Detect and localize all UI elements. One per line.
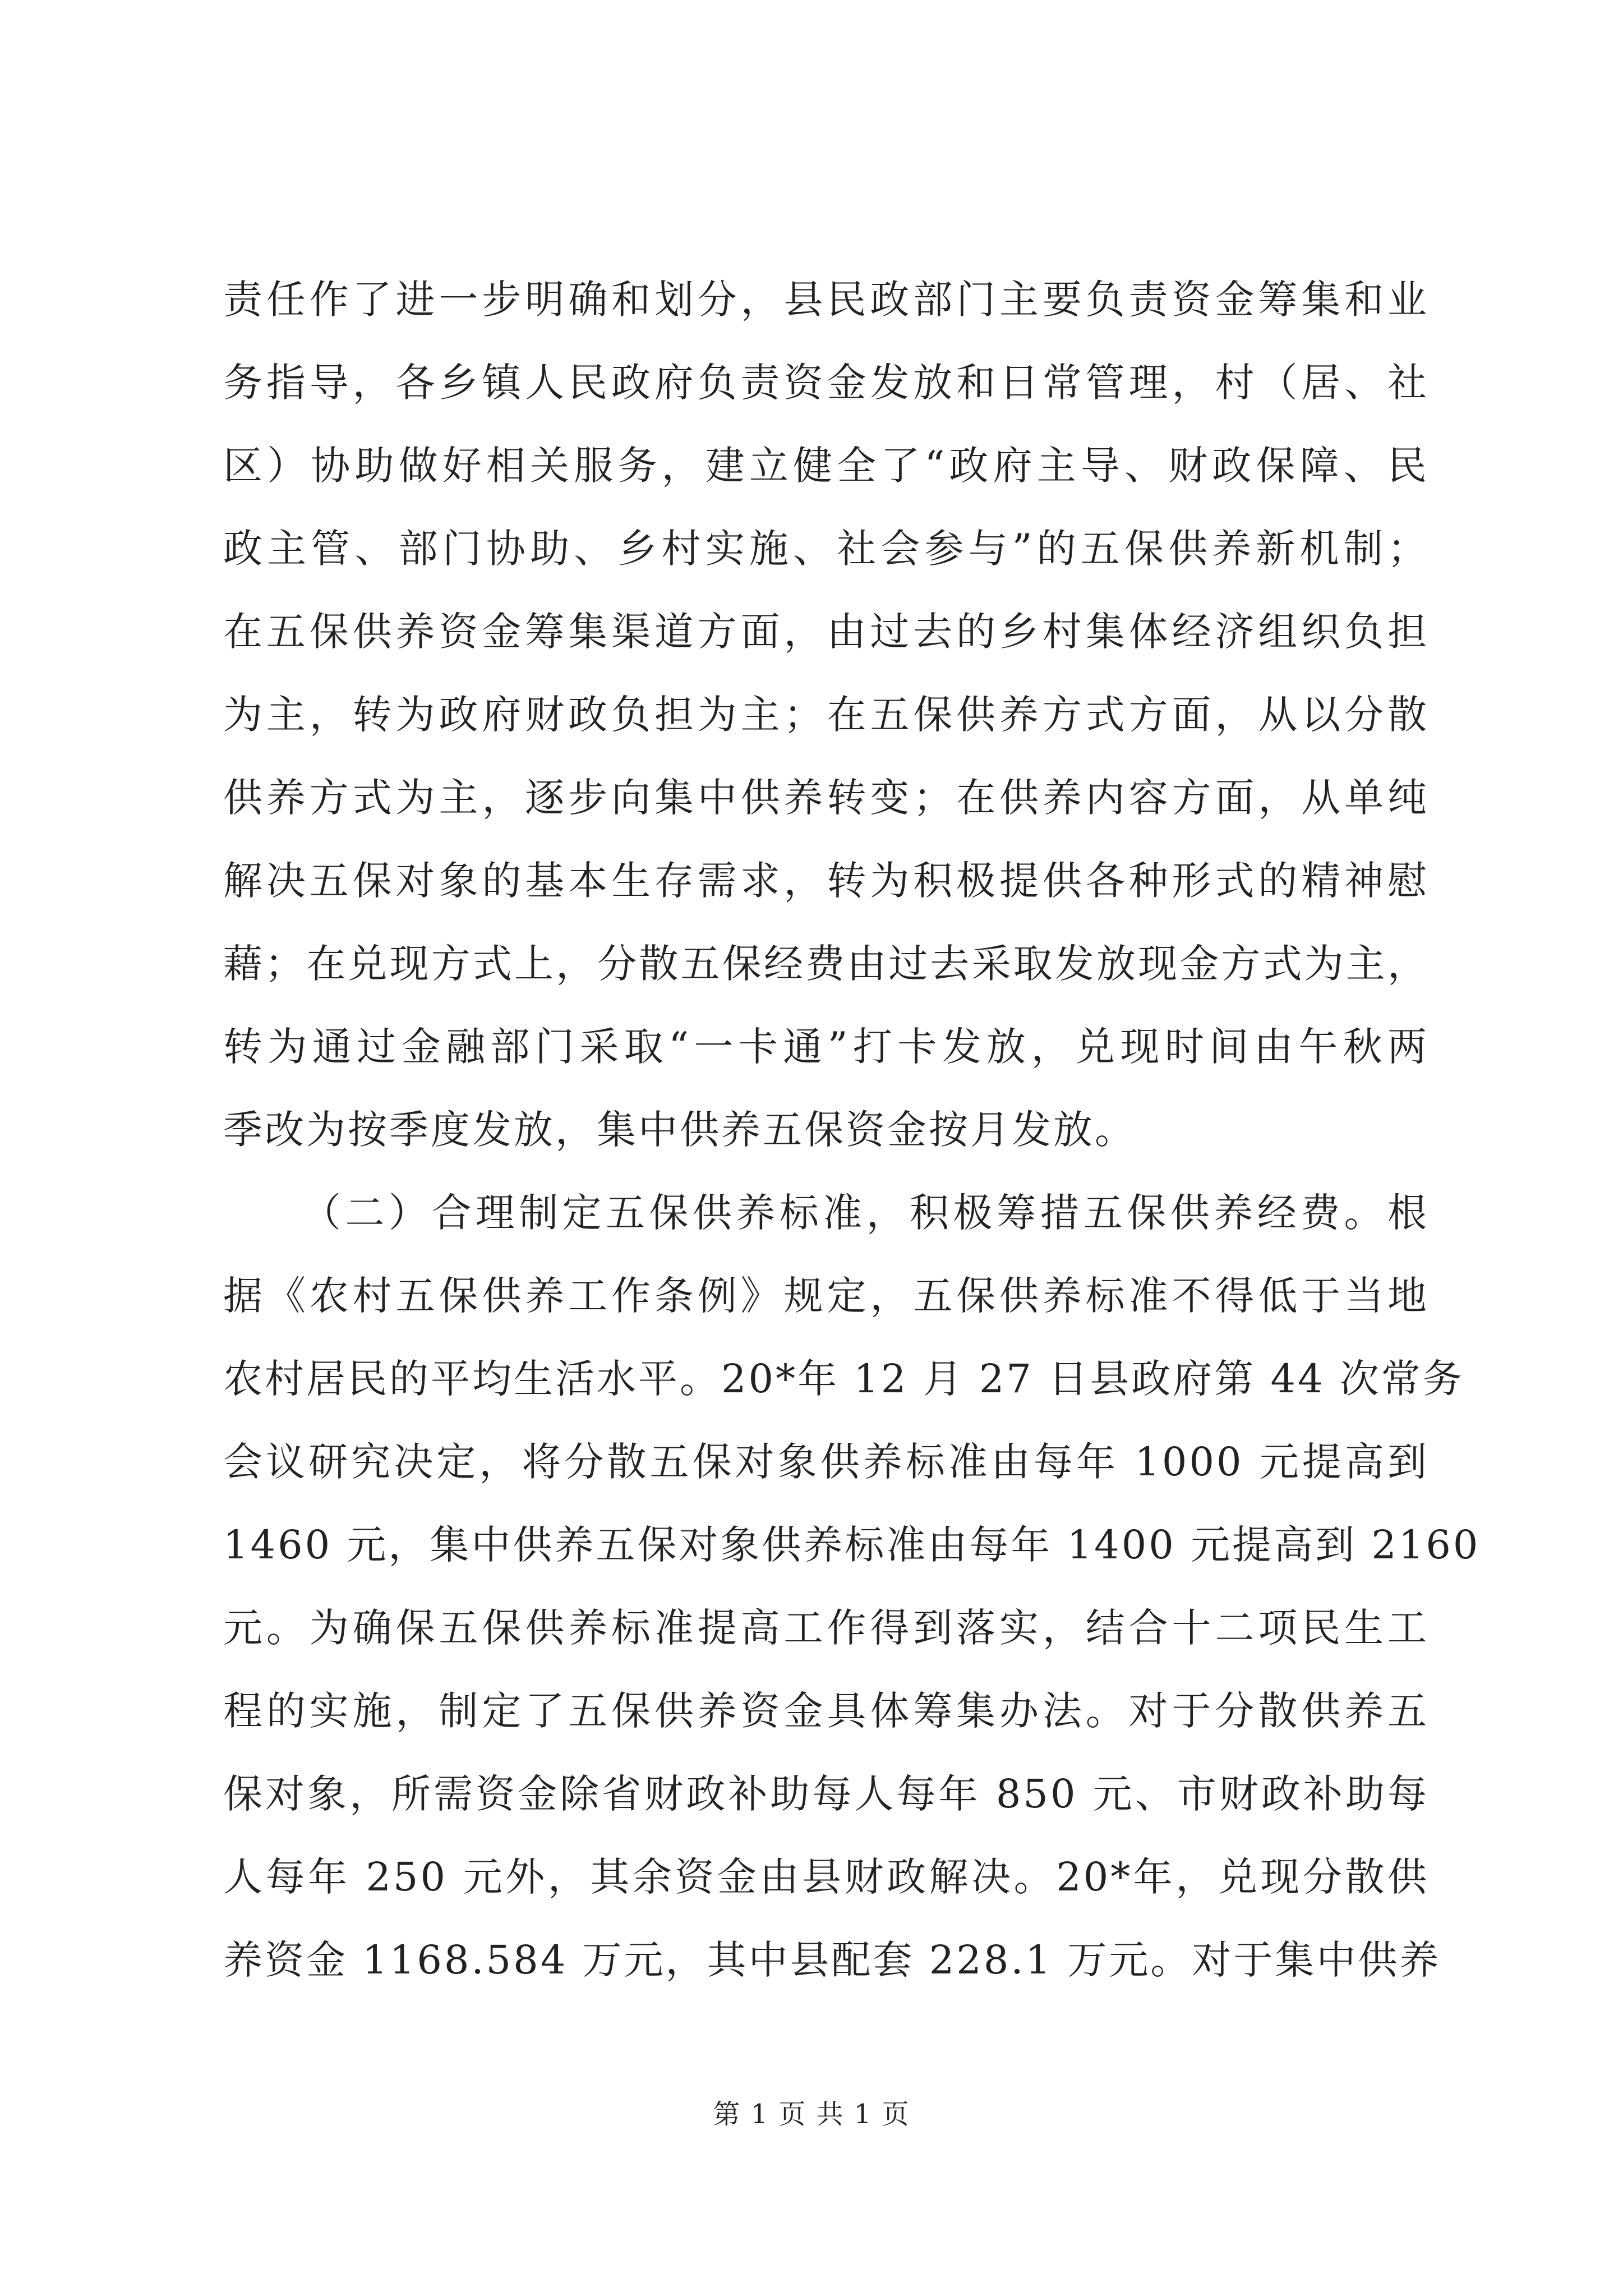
text-line: 程的实施，制定了五保供养资金具体筹集办法。对于分散供养五 — [223, 1688, 1429, 1734]
text-line: 转为通过金融部门采取“一卡通”打卡发放，兑现时间由午秋两 — [223, 1024, 1429, 1070]
text-line: 政主管、部门协助、乡村实施、社会参与”的五保供养新机制； — [223, 526, 1429, 572]
page-number-footer: 第 1 页 共 1 页 — [713, 2099, 910, 2130]
text-line: 会议研究决定，将分散五保对象供养标准由每年 1000 元提高到 — [223, 1439, 1429, 1485]
text-line: 务指导，各乡镇人民政府负责资金发放和日常管理，村（居、社 — [223, 360, 1429, 406]
text-line: 人每年 250 元外，其余资金由县财政解决。20*年，兑现分散供 — [223, 1854, 1429, 1900]
text-line: 保对象，所需资金除省财政补助每人每年 850 元、市财政补助每 — [223, 1771, 1429, 1817]
text-line: 1460 元，集中供养五保对象供养标准由每年 1400 元提高到 2160 — [223, 1522, 1481, 1568]
text-line: 据《农村五保供养工作条例》规定，五保供养标准不得低于当地 — [223, 1273, 1429, 1319]
text-line: 季改为按季度发放，集中供养五保资金按月发放。 — [223, 1107, 1136, 1153]
text-line: 养资金 1168.584 万元，其中县配套 228.1 万元。对于集中供养 — [223, 1937, 1441, 1983]
text-line: 责任作了进一步明确和划分，县民政部门主要负责资金筹集和业 — [223, 277, 1429, 323]
section-heading-line: （二）合理制定五保供养标准，积极筹措五保供养经费。根 — [302, 1190, 1429, 1236]
text-line: 在五保供养资金筹集渠道方面，由过去的乡村集体经济组织负担 — [223, 609, 1429, 655]
text-line: 区）协助做好相关服务，建立健全了“政府主导、财政保障、民 — [223, 443, 1429, 489]
text-line: 藉；在兑现方式上，分散五保经费由过去采取发放现金方式为主， — [223, 941, 1429, 987]
text-line: 为主，转为政府财政负担为主；在五保供养方式方面，从以分散 — [223, 692, 1429, 738]
text-line: 解决五保对象的基本生存需求，转为积极提供各种形式的精神慰 — [223, 858, 1429, 904]
text-line: 农村居民的平均生活水平。20*年 12 月 27 日县政府第 44 次常务 — [223, 1356, 1464, 1402]
document-body — [223, 258, 1481, 2001]
text-line: 供养方式为主，逐步向集中供养转变；在供养内容方面，从单纯 — [223, 775, 1429, 821]
text-line: 元。为确保五保供养标准提高工作得到落实，结合十二项民生工 — [223, 1605, 1429, 1651]
